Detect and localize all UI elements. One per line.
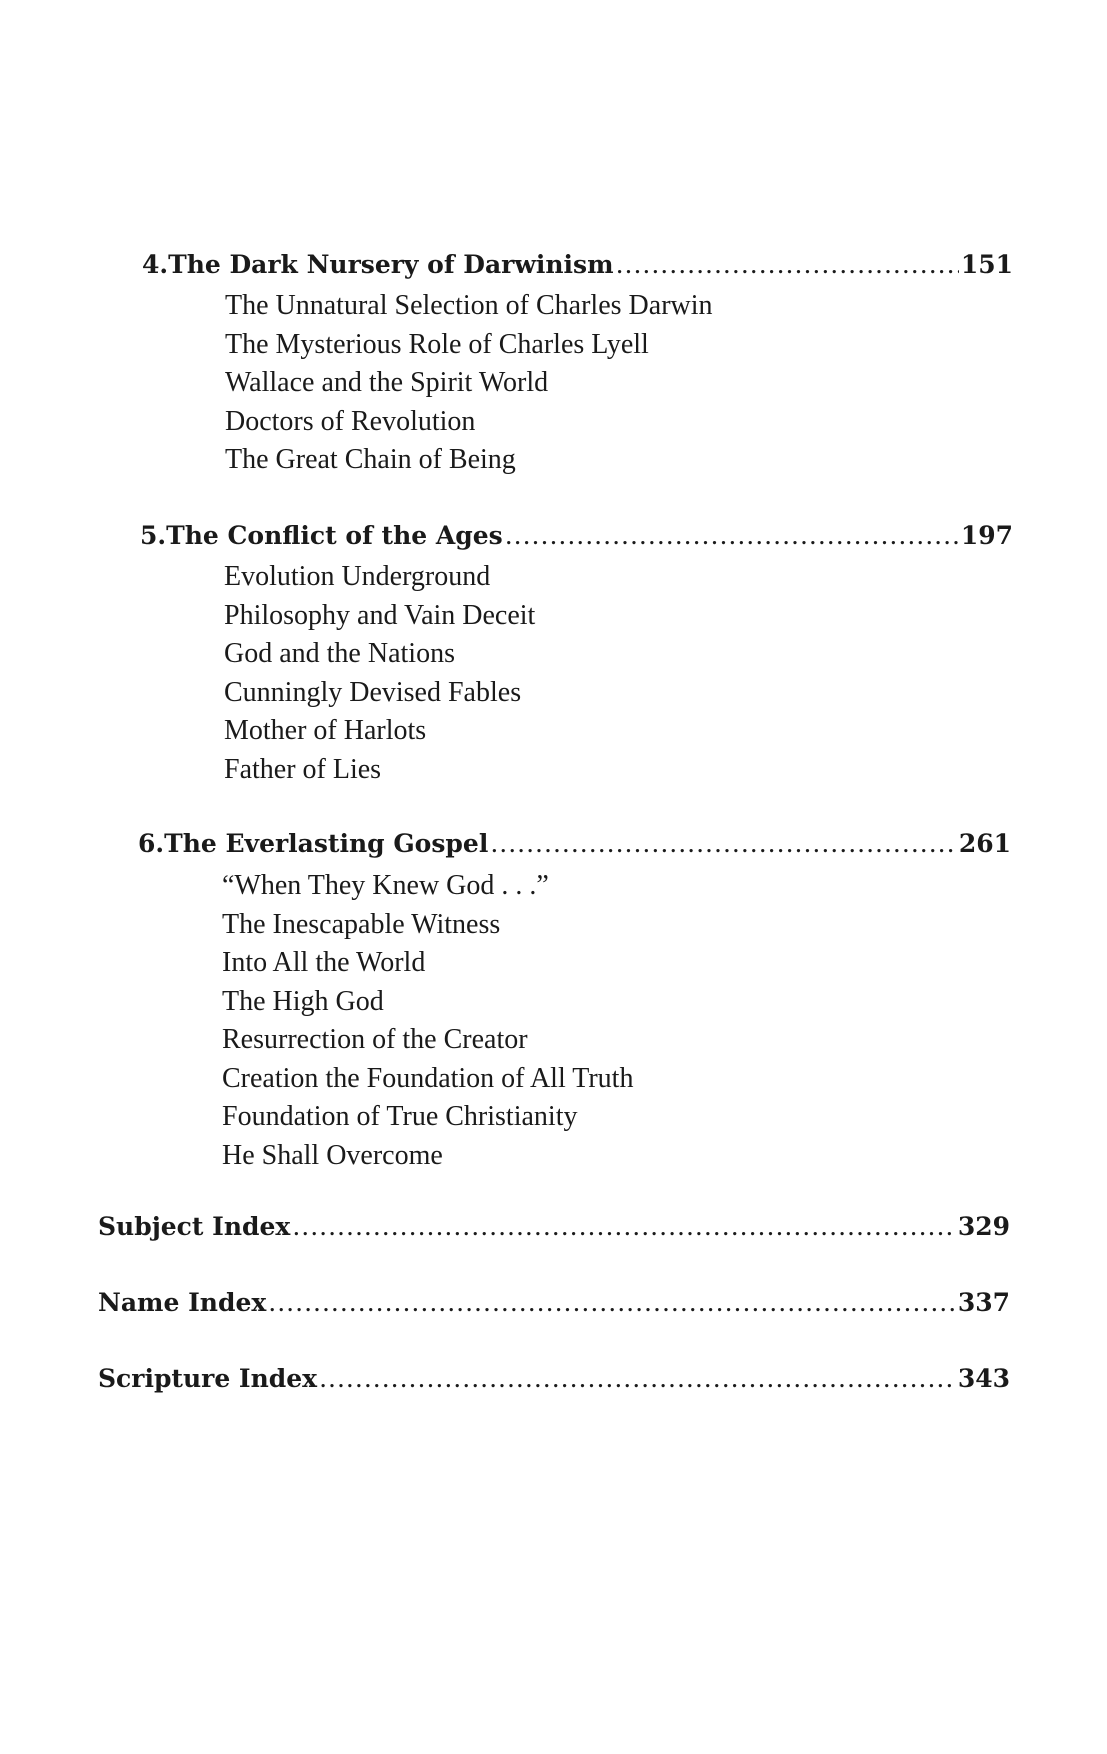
section-list [222,867,633,1175]
chapter-title: The Everlasting Gospel [164,829,489,858]
chapter-title: The Conflict of the Ages [166,521,503,550]
section-item: The High God [222,985,384,1017]
page-number: 151 [960,250,1013,279]
dot-leader [505,521,959,550]
section-item: The Inescapable Witness [222,908,501,940]
dot-leader [616,250,959,279]
section-item: Wallace and the Spirit World [225,367,549,398]
section-item: God and the Nations [224,638,455,669]
section-item: Mother of Harlots [224,715,427,746]
section-item: Philosophy and Vain Deceit [224,599,536,631]
chapter-heading[interactable] [142,250,1013,290]
section-list [225,287,713,480]
section-item: Resurrection of the Creator [222,1024,528,1055]
chapter-number: 6. [138,829,165,858]
page-number: 343 [957,1364,1010,1393]
chapter-title: The Dark Nursery of Darwinism [168,250,614,279]
dot-leader [268,1288,956,1317]
section-item: Evolution Underground [224,561,491,592]
section-item: Into All the World [222,947,426,978]
page-number: 337 [957,1288,1010,1317]
dot-leader [319,1364,956,1393]
section-item: Cunningly Devised Fables [224,676,522,708]
chapter-heading[interactable] [138,829,1011,869]
section-item: The Unnatural Selection of Charles Darwin [225,290,713,321]
page-number: 261 [958,829,1011,858]
section-item: The Mysterious Role of Charles Lyell [225,328,649,360]
section-list [224,558,535,789]
section-item: He Shall Overcome [222,1139,443,1171]
scripture-index-entry[interactable] [98,1364,1010,1404]
name-index-entry[interactable] [98,1288,1010,1328]
dot-leader [292,1212,956,1241]
section-item: Creation the Foundation of All Truth [222,1062,634,1094]
index-title: Scripture Index [98,1364,318,1393]
section-item: Father of Lies [224,753,382,785]
section-item: The Great Chain of Being [225,444,516,475]
chapter-number: 4. [142,250,169,279]
dot-leader [490,829,956,858]
section-item: Doctors of Revolution [225,405,476,437]
chapter-heading[interactable] [140,521,1013,561]
index-title: Name Index [98,1288,267,1317]
subject-index-entry[interactable] [98,1212,1010,1252]
page-number: 329 [957,1212,1010,1241]
chapter-number: 5. [140,521,167,550]
index-title: Subject Index [98,1212,291,1241]
section-item: “When They Knew God . . .” [222,870,549,901]
page-number: 197 [960,521,1013,550]
section-item: Foundation of True Christianity [222,1101,578,1132]
